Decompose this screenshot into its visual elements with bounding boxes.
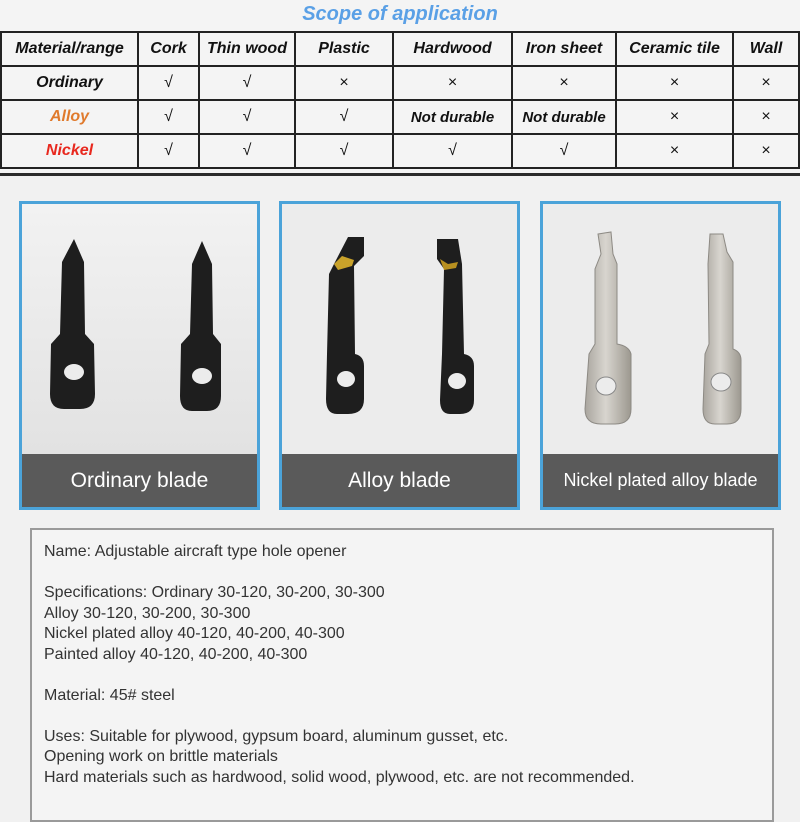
header-cell: Hardwood	[393, 32, 512, 66]
uses-line: Hard materials such as hardwood, solid wood, plywood, etc. are not recommended.	[44, 768, 635, 786]
table-cell: √	[199, 134, 295, 168]
blade-caption: Ordinary blade	[22, 454, 257, 507]
blade-caption: Alloy blade	[282, 454, 517, 507]
table-cell: ×	[733, 100, 799, 134]
ordinary-blade-panel	[19, 201, 260, 510]
header-cell: Material/range	[1, 32, 138, 66]
table-cell: ×	[295, 66, 393, 100]
product-info-text	[44, 542, 764, 788]
table-cell: √	[199, 66, 295, 100]
table-cell: √	[138, 100, 199, 134]
row-label-nickel: Nickel	[1, 134, 138, 168]
table-cell: √	[512, 134, 616, 168]
row-label-ordinary: Ordinary	[1, 66, 138, 100]
nickel-blade-image	[543, 204, 778, 454]
product-info-box	[30, 528, 774, 822]
table-row	[1, 100, 799, 134]
uses-line: Opening work on brittle materials	[44, 748, 278, 765]
table-row	[1, 66, 799, 100]
header-cell: Plastic	[295, 32, 393, 66]
nickel-blade-panel	[540, 201, 781, 510]
table-cell: √	[138, 66, 199, 100]
table-cell: ×	[616, 134, 733, 168]
table-cell: ×	[733, 134, 799, 168]
header-cell: Cork	[138, 32, 199, 66]
table-cell: √	[393, 134, 512, 168]
spec-line: Nickel plated alloy 40-120, 40-200, 40-300	[44, 625, 345, 642]
scope-table	[0, 31, 800, 169]
header-cell: Thin wood	[199, 32, 295, 66]
table-header-row	[1, 32, 799, 66]
table-cell: ×	[733, 66, 799, 100]
material-line: Material: 45# steel	[44, 686, 175, 704]
table-row	[1, 134, 799, 168]
table-cell: ×	[512, 66, 616, 100]
scope-title: Scope of application	[302, 3, 498, 25]
ordinary-blade-image	[22, 204, 257, 454]
alloy-blade-image	[282, 204, 517, 454]
blade-caption: Nickel plated alloy blade	[543, 454, 778, 507]
table-cell: √	[295, 134, 393, 168]
uses-line: Uses: Suitable for plywood, gypsum board, aluminum gusset, etc.	[44, 727, 509, 745]
scope-section	[0, 0, 800, 175]
table-cell: √	[199, 100, 295, 134]
section-divider	[0, 173, 800, 176]
header-cell: Wall	[733, 32, 799, 66]
header-cell: Iron sheet	[512, 32, 616, 66]
alloy-blade-panel	[279, 201, 520, 510]
spec-line: Painted alloy 40-120, 40-200, 40-300	[44, 645, 308, 663]
table-cell: ×	[616, 66, 733, 100]
table-cell: √	[138, 134, 199, 168]
product-name: Name: Adjustable aircraft type hole opener	[44, 543, 347, 560]
table-cell: √	[295, 100, 393, 134]
table-cell: ×	[616, 100, 733, 134]
table-cell: ×	[393, 66, 512, 100]
spec-line: Specifications: Ordinary 30-120, 30-200, 30-300	[44, 584, 385, 601]
table-cell: Not durable	[393, 100, 512, 134]
row-label-alloy: Alloy	[1, 100, 138, 134]
spec-line: Alloy 30-120, 30-200, 30-300	[44, 604, 251, 622]
header-cell: Ceramic tile	[616, 32, 733, 66]
table-cell: Not durable	[512, 100, 616, 134]
